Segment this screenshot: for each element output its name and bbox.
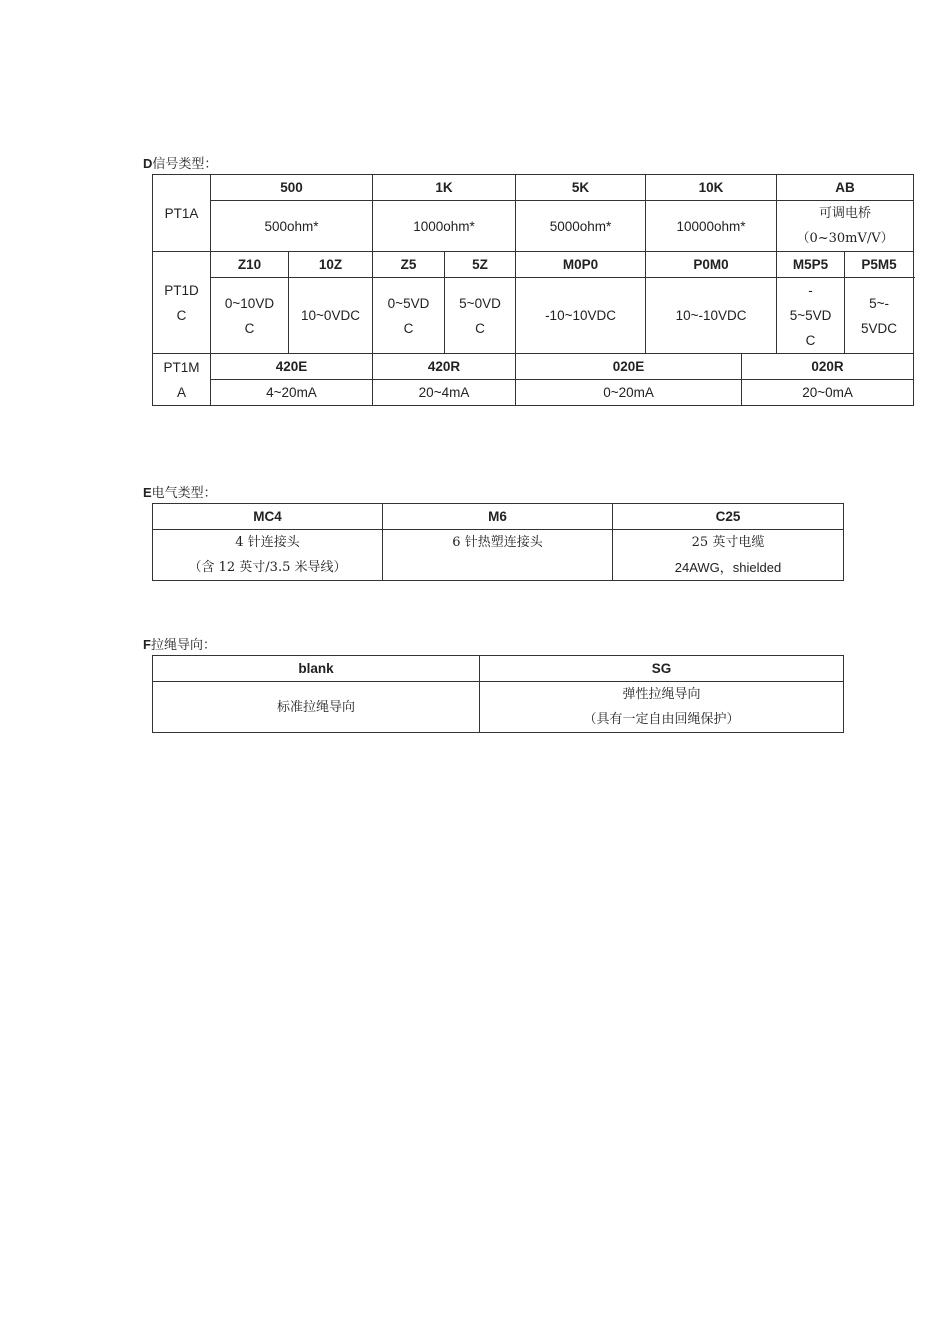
pt1dc-value-p0m0: 10~-10VDC	[646, 278, 777, 354]
e-header-mc4: MC4	[153, 504, 383, 530]
pt1dc-code-p5m5: P5M5	[845, 252, 914, 278]
e-c25-line2: 24AWG，shielded	[674, 560, 782, 575]
f-header-blank: blank	[153, 656, 480, 682]
pt1dc-m5p5-line3: C	[805, 333, 816, 348]
pt1ma-value-420e: 4~20mA	[211, 380, 373, 406]
pt1ma-code-420e: 420E	[211, 354, 373, 380]
pt1a-code-1k: 1K	[373, 175, 516, 201]
pt1dc-code-5z: 5Z	[445, 252, 516, 278]
pt1ma-model-line1: PT1M	[163, 359, 200, 375]
e-c25-line1: 25 英寸电缆	[691, 535, 765, 550]
pt1dc-value-p5m5	[845, 278, 914, 354]
pt1dc-5z-line1: 5~0VD	[459, 295, 501, 311]
pt1dc-model-line1: PT1D	[164, 282, 199, 298]
pt1ma-model-line2: A	[176, 384, 186, 400]
pt1dc-value-z5	[373, 278, 445, 354]
pt1dc-value-5z	[445, 278, 516, 354]
pt1dc-p5m5-line1: 5~-	[869, 295, 889, 311]
f-sg-line2: （具有一定自由回绳保护）	[583, 712, 740, 727]
pt1dc-code-10z: 10Z	[289, 252, 373, 278]
e-value-mc4	[153, 530, 383, 581]
pt1a-code-10k: 10K	[646, 175, 777, 201]
pt1dc-z10-line2: C	[244, 320, 255, 336]
pt1dc-code-m0p0: M0P0	[516, 252, 646, 278]
pt1a-ab-line1: 可调电桥	[819, 206, 872, 221]
e-mc4-line1: 4 针连接头	[235, 535, 300, 550]
pt1ma-value-020e: 0~20mA	[516, 380, 742, 406]
signal-type-table	[152, 174, 914, 406]
e-header-c25: C25	[613, 504, 844, 530]
pt1ma-code-020r: 020R	[742, 354, 914, 380]
section-f-code: F	[143, 637, 151, 652]
section-e-title: 电气类型：	[151, 486, 217, 501]
pt1dc-value-m0p0: -10~10VDC	[516, 278, 646, 354]
pt1a-value-10k: 10000ohm*	[646, 201, 777, 252]
e-value-c25	[613, 530, 844, 581]
pt1a-value-1k: 1000ohm*	[373, 201, 516, 252]
pt1dc-code-z5: Z5	[373, 252, 445, 278]
section-d-title: 信号类型：	[152, 157, 218, 172]
pt1a-code-500: 500	[211, 175, 373, 201]
pt1a-code-ab: AB	[777, 175, 914, 201]
pt1dc-code-z10: Z10	[211, 252, 289, 278]
electrical-type-table	[152, 503, 844, 581]
pt1ma-code-020e: 020E	[516, 354, 742, 380]
pt1dc-value-10z: 10~0VDC	[289, 278, 373, 354]
pt1dc-code-p0m0: P0M0	[646, 252, 777, 278]
pt1dc-value-z10	[211, 278, 289, 354]
pt1dc-value-m5p5	[777, 278, 845, 354]
f-value-blank: 标准拉绳导向	[153, 682, 480, 733]
e-header-m6: M6	[383, 504, 613, 530]
pt1dc-p5m5-line2: 5VDC	[861, 320, 898, 336]
f-header-sg: SG	[480, 656, 844, 682]
pt1ma-model	[153, 354, 211, 406]
pt1a-value-5k: 5000ohm*	[516, 201, 646, 252]
section-e-code: E	[143, 485, 152, 500]
pt1dc-5z-line2: C	[475, 320, 485, 336]
pt1a-model: PT1A	[153, 175, 211, 252]
pt1dc-m5p5-line1: -	[808, 283, 813, 298]
pt1ma-value-020r: 20~0mA	[742, 380, 914, 406]
pt1a-ab-line2: （0~30mV/V）	[796, 231, 894, 246]
pt1dc-model	[153, 252, 211, 354]
pt1dc-code-m5p5: M5P5	[777, 252, 845, 278]
section-d-code: D	[143, 156, 153, 171]
pt1dc-model-line2: C	[176, 307, 187, 323]
pt1a-code-5k: 5K	[516, 175, 646, 201]
pt1dc-m5p5-line2: 5~5VD	[789, 308, 832, 323]
pt1a-value-ab	[777, 201, 914, 252]
pull-cord-guide-table	[152, 655, 844, 733]
pt1ma-value-420r: 20~4mA	[373, 380, 516, 406]
section-f-title: 拉绳导向：	[150, 638, 216, 653]
section-f-label	[143, 634, 216, 653]
pt1dc-z5-line1: 0~5VD	[387, 295, 430, 311]
e-mc4-line2: （含 12 英寸/3.5 米导线）	[188, 560, 347, 575]
section-d-label	[143, 153, 217, 172]
f-sg-line1: 弹性拉绳导向	[622, 687, 701, 702]
pt1ma-code-420r: 420R	[373, 354, 516, 380]
e-value-m6: 6 针热塑连接头	[383, 530, 613, 581]
section-e-label	[143, 482, 217, 501]
f-value-sg	[480, 682, 844, 733]
pt1a-value-500: 500ohm*	[211, 201, 373, 252]
pt1dc-z10-line1: 0~10VD	[224, 295, 275, 311]
pt1dc-z5-line2: C	[403, 320, 414, 336]
